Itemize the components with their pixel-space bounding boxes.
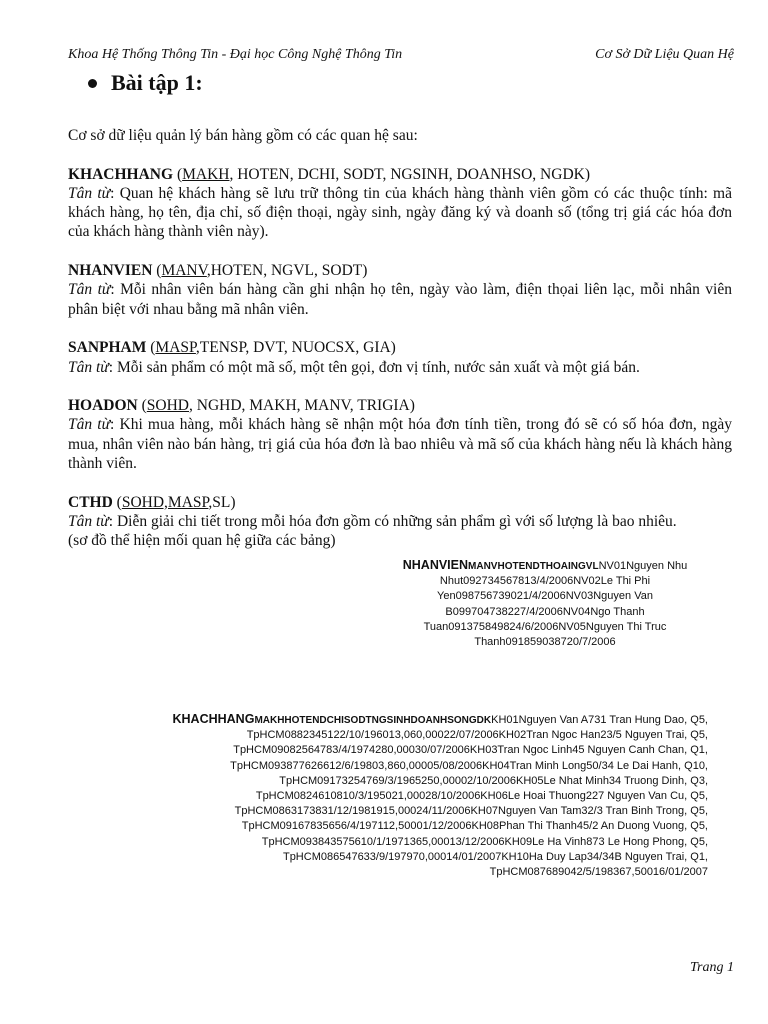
relation-name: CTHD (68, 493, 113, 511)
document-body (68, 126, 732, 551)
desc-label: Tân từ (68, 281, 111, 299)
table-columns: MAKHHOTENDCHISODTNGSINHDOANHSONGDK (254, 715, 492, 726)
table-line: TpHCM093877626612/6/19803,860,00005/08/2006KH04Tran Minh Long50/34 Le Dai Hanh, Q10, (230, 759, 708, 772)
desc-label: Tân từ (68, 358, 109, 376)
relation-attrs: ,HOTEN, NGVL, SODT) (206, 262, 368, 280)
relation-key: MANV (161, 262, 207, 280)
relation-desc (68, 415, 732, 473)
table-line: Nhut092734567813/4/2006NV02Le Thi Phi (439, 575, 651, 588)
relation-desc (68, 358, 732, 377)
table-line: TpHCM0824610810/3/195021,00028/10/2006KH06Le Hoai Thuong227 Nguyen Van Cu, Q5, (255, 790, 708, 803)
table-line: B099704738227/4/2006NV04Ngo Thanh (445, 605, 645, 618)
relation-nhanvien: NHANVIEN (MANV,HOTEN, NGVL, SODT) (68, 262, 368, 280)
relation-cthd: CTHD (SOHD,MASP,SL) (68, 493, 236, 511)
relation-key: SOHD,MASP (121, 493, 209, 511)
header-right: Cơ Sở Dữ Liệu Quan Hệ (595, 47, 734, 62)
desc-text: : Mỗi sản phẩm có một mã số, một tên gọi, đơn vị tính, nước sản xuất và một giá bán. (108, 358, 640, 376)
relation-desc (68, 280, 732, 319)
table-line: TpHCM087689042/5/198367,50016/01/2007 (489, 866, 708, 879)
table-line: TpHCM0863173831/12/1981915,00024/11/2006KH07Nguyen Van Tam32/3 Tran Binh Trong, Q5, (234, 805, 708, 818)
desc-text: : Quan hệ khách hàng sẽ lưu trữ thông tin của khách hàng thành viên gồm có các thuộc tính: mã khách hàng, họ tên, địa chỉ, số điện thoại, ngày sinh, ngày đăng ký và doanh số (tổng trị giá các hóa đơn của khách hàng thành viên này). (68, 184, 732, 241)
table-line: Tuan091375849824/6/2006NV05Nguyen Thi Truc (423, 620, 667, 633)
relation-sanpham: SANPHAM (MASP,TENSP, DVT, NUOCSX, GIA) (68, 339, 396, 357)
intro-text: Cơ sở dữ liệu quản lý bán hàng gồm có các quan hệ sau: (68, 127, 418, 144)
relation-name: NHANVIEN (68, 262, 153, 280)
relation-attrs: , HOTEN, DCHI, SODT, NGSINH, DOANHSO, NGDK) (229, 165, 590, 183)
relation-attrs: , NGHD, MAKH, MANV, TRIGIA) (189, 397, 415, 415)
relation-key: SOHD (146, 397, 189, 415)
relation-key: MAKH (182, 165, 230, 183)
table-name: KHACHHANG (172, 712, 255, 726)
table-line: TpHCM09167835656/4/197112,50001/12/2006KH08Phan Thi Thanh45/2 An Duong Vuong, Q5, (241, 820, 708, 833)
header-left: Khoa Hệ Thống Thông Tin - Đại học Công Nghệ Thông Tin (68, 47, 403, 62)
table-line (380, 558, 710, 574)
relation-name: KHACHHANG (68, 165, 174, 183)
desc-text: : Mỗi nhân viên bán hàng cần ghi nhận họ tên, ngày vào làm, điện thọai liên lạc, mỗi nhân viên phân biệt với nhau bằng mã nhân viên. (68, 281, 732, 318)
table-line: TpHCM0882345122/10/196013,060,00022/07/2006KH02Tran Ngoc Han23/5 Nguyen Trai, Q5, (246, 729, 708, 742)
relation-attrs: ,SL) (208, 493, 236, 511)
desc-text: : Diễn giải chi tiết trong mỗi hóa đơn gồm có những sản phẩm gì với số lượng là bao nhiêu. (108, 512, 677, 530)
relation-name: HOADON (68, 397, 138, 415)
relation-name: SANPHAM (68, 339, 147, 357)
desc-label: Tân từ (68, 512, 109, 530)
table-line-text: KH01Nguyen Van A731 Tran Hung Dao, Q5, (491, 714, 708, 726)
page-number: Trang 1 (690, 960, 734, 975)
desc-label: Tân từ (68, 184, 111, 202)
table-line: TpHCM09173254769/3/1965250,00002/10/2006KH05Le Nhat Minh34 Truong Dinh, Q3, (279, 774, 708, 787)
relation-key: MASP (155, 339, 196, 357)
table-name: NHANVIEN (402, 558, 469, 572)
relation-hoadon: HOADON (SOHD, NGHD, MAKH, MANV, TRIGIA) (68, 397, 415, 415)
khachhang-table-text (128, 712, 708, 880)
exercise-title-text: Bài tập 1: (111, 70, 203, 95)
table-line-text: NV01Nguyen Nhu (598, 560, 688, 572)
table-columns: MANVHOTENDTHOAINGVL (468, 561, 599, 572)
diagram-note: (sơ đồ thể hiện mối quan hệ giữa các bảng) (68, 532, 336, 550)
table-line (128, 712, 708, 728)
desc-label: Tân từ (68, 416, 111, 434)
bullet-icon (88, 79, 97, 88)
exercise-title (88, 70, 203, 96)
relation-desc (68, 512, 732, 531)
table-line: TpHCM09082564783/4/1974280,00030/07/2006KH03Tran Ngoc Linh45 Nguyen Canh Chan, Q1, (233, 744, 708, 757)
table-line: Thanh091859038720/7/2006 (474, 636, 616, 649)
table-line: TpHCM086547633/9/197970,00014/01/2007KH10Ha Duy Lap34/34B Nguyen Trai, Q1, (282, 850, 708, 863)
relation-desc (68, 184, 732, 242)
table-line: Yen098756739021/4/2006NV03Nguyen Van (437, 590, 653, 603)
relation-khachhang: KHACHHANG (MAKH, HOTEN, DCHI, SODT, NGSINH, DOANHSO, NGDK) (68, 165, 590, 183)
nhanvien-table-text (380, 558, 710, 650)
desc-text: : Khi mua hàng, mỗi khách hàng sẽ nhận một hóa đơn tính tiền, trong đó sẽ có số hóa đơn, ngày mua, nhân viên nào bán hàng, trị giá của hóa đơn là bao nhiêu và mã số của khách hàng nếu là khách hàng thành viên. (68, 416, 732, 473)
table-line: TpHCM093843575610/1/1971365,00013/12/2006KH09Le Ha Vinh873 Le Hong Phong, Q5, (261, 835, 708, 848)
relation-attrs: ,TENSP, DVT, NUOCSX, GIA) (195, 339, 396, 357)
